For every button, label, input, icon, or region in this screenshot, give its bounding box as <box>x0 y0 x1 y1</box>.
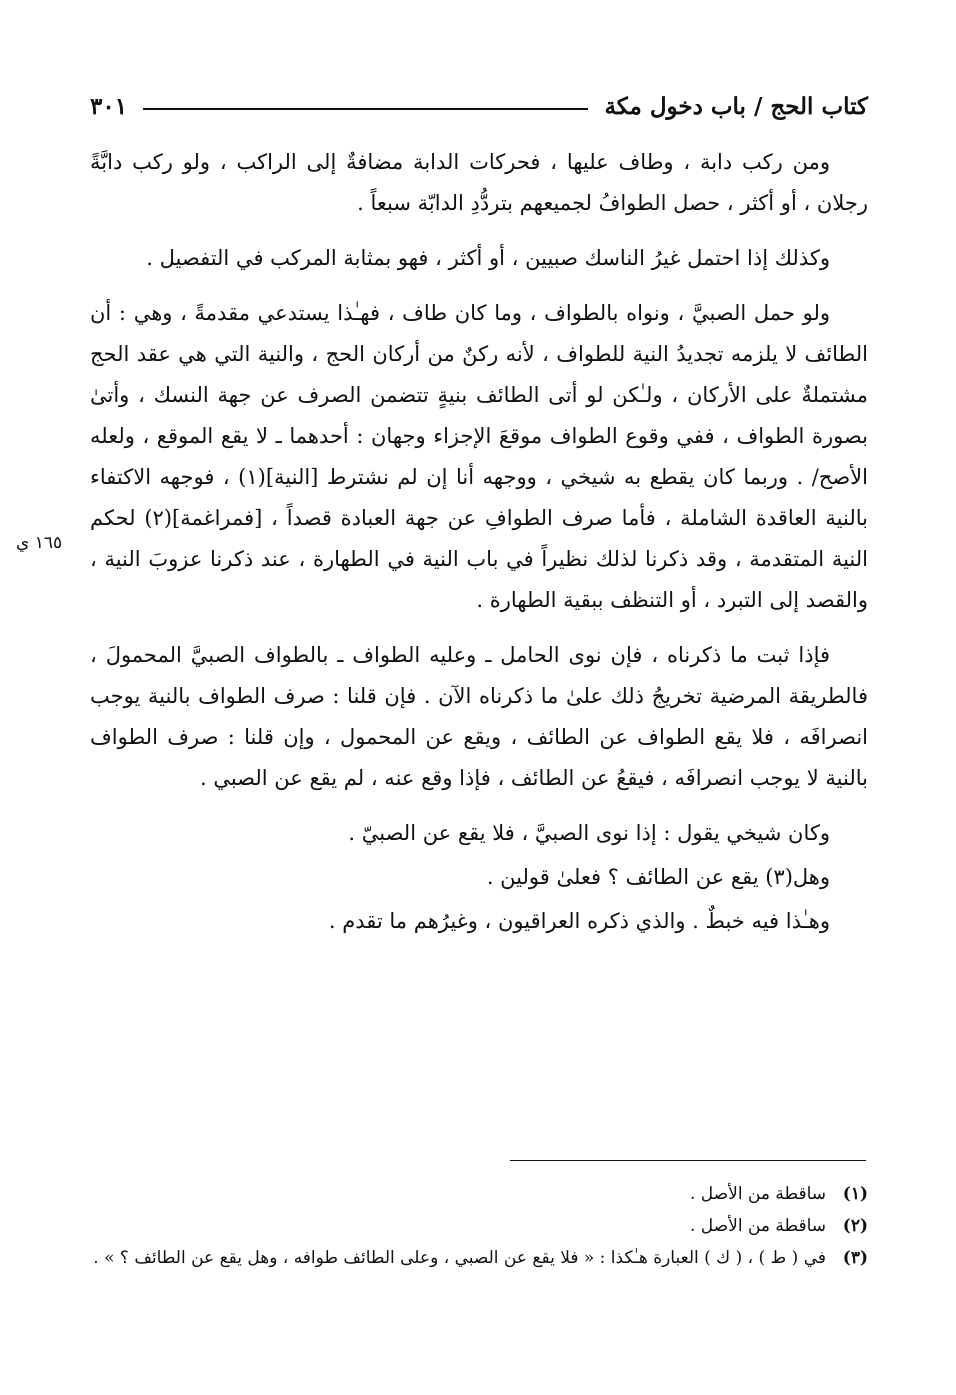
margin-manuscript-note: ١٦٥ ي <box>16 533 63 553</box>
header-rule <box>143 108 588 110</box>
footnote-text: في ( ط ) ، ( ك ) العبارة هـٰكذا : « فلا يقع عن الصبي ، وعلى الطائف طوافه ، وهل يقع عن الطائف ؟ » . <box>93 1248 826 1268</box>
footnote-number: (٢) <box>842 1216 868 1236</box>
running-header <box>90 86 868 126</box>
page-number: ٣٠١ <box>90 92 128 120</box>
paragraph: وكان شيخي يقول : إذا نوى الصبيَّ ، فلا يقع عن الصبيّ . <box>348 821 830 845</box>
footnote-text: ساقطة من الأصل . <box>690 1216 826 1236</box>
footnote <box>90 1242 868 1274</box>
paragraph: وهـٰذا فيه خبطٌ . والذي ذكره العراقيون ، وغيرُهم ما تقدم . <box>328 909 830 933</box>
header-title: كتاب الحج / باب دخول مكة <box>604 92 868 120</box>
footnote-text: ساقطة من الأصل . <box>690 1184 826 1204</box>
footnote-number: (١) <box>842 1184 868 1204</box>
paragraph: ومن ركب دابة ، وطاف عليها ، فحركات الدابة مضافةٌ إلى الراكب ، ولو ركب دابَّةً رجلان ، أو أكثر ، حصل الطوافُ لجميعهم بتردُّدِ الدابّة سبعاً . <box>90 150 868 215</box>
footnote <box>90 1210 868 1242</box>
paragraph: وكذلك إذا احتمل غيرُ الناسك صبيين ، أو أكثر ، فهو بمثابة المركب في التفصيل . <box>146 246 830 270</box>
footnote-separator <box>510 1160 866 1161</box>
footnote-number: (٣) <box>842 1248 868 1268</box>
paragraph: ولو حمل الصبيَّ ، ونواه بالطواف ، وما كان طاف ، فهـٰذا يستدعي مقدمةً ، وهي : أن الطائف لا يلزمه تجديدُ النية للطواف ، لأنه ركنٌ من أركان الحج ، والنية التي هي عقد الحج مشتملةٌ على الأركان ، ولـٰكن لو أتى الطائف بنيةٍ تتضمن الصرف عن جهة النسك ، وأتىٰ بصورة الطواف ، ففي وقوع الطواف موقعَ الإجزاء وجهان : أحدهما ـ لا يقع الموقع ، ولعله الأصح/ . وربما كان يقطع به شيخي ، ووجهه أنا إن لم نشترط [النية](١) ، فوجهه الاكتفاء بالنية العاقدة الشاملة ، فأما صرف الطوافِ عن جهة العبادة قصداً ، [فمراغمة](٢) لحكم النية المتقدمة ، وقد ذكرنا لذلك نظيراً في باب النية في الطهارة ، عند ذكرنا عزوبَ النية ، والقصد إلى التبرد ، أو التنظف ببقية الطهارة . <box>90 301 868 612</box>
paragraph: فإذا ثبت ما ذكرناه ، فإن نوى الحامل ـ وعليه الطواف ـ بالطواف الصبيَّ المحمولَ ، فالطريقة المرضية تخريجُ ذلك علىٰ ما ذكرناه الآن . فإن قلنا : صرف الطواف بالنية يوجب انصرافَه ، فلا يقع الطواف عن الطائف ، ويقع عن المحمول ، وإن قلنا : صرف الطواف بالنية لا يوجب انصرافَه ، فيقعُ عن الطائف ، فإذا وقع عنه ، لم يقع عن الصبي . <box>90 643 868 790</box>
paragraph: وهل(٣) يقع عن الطائف ؟ فعلىٰ قولين . <box>486 865 830 889</box>
footnotes <box>90 1178 868 1274</box>
footnote <box>90 1178 868 1210</box>
main-text <box>90 142 868 945</box>
